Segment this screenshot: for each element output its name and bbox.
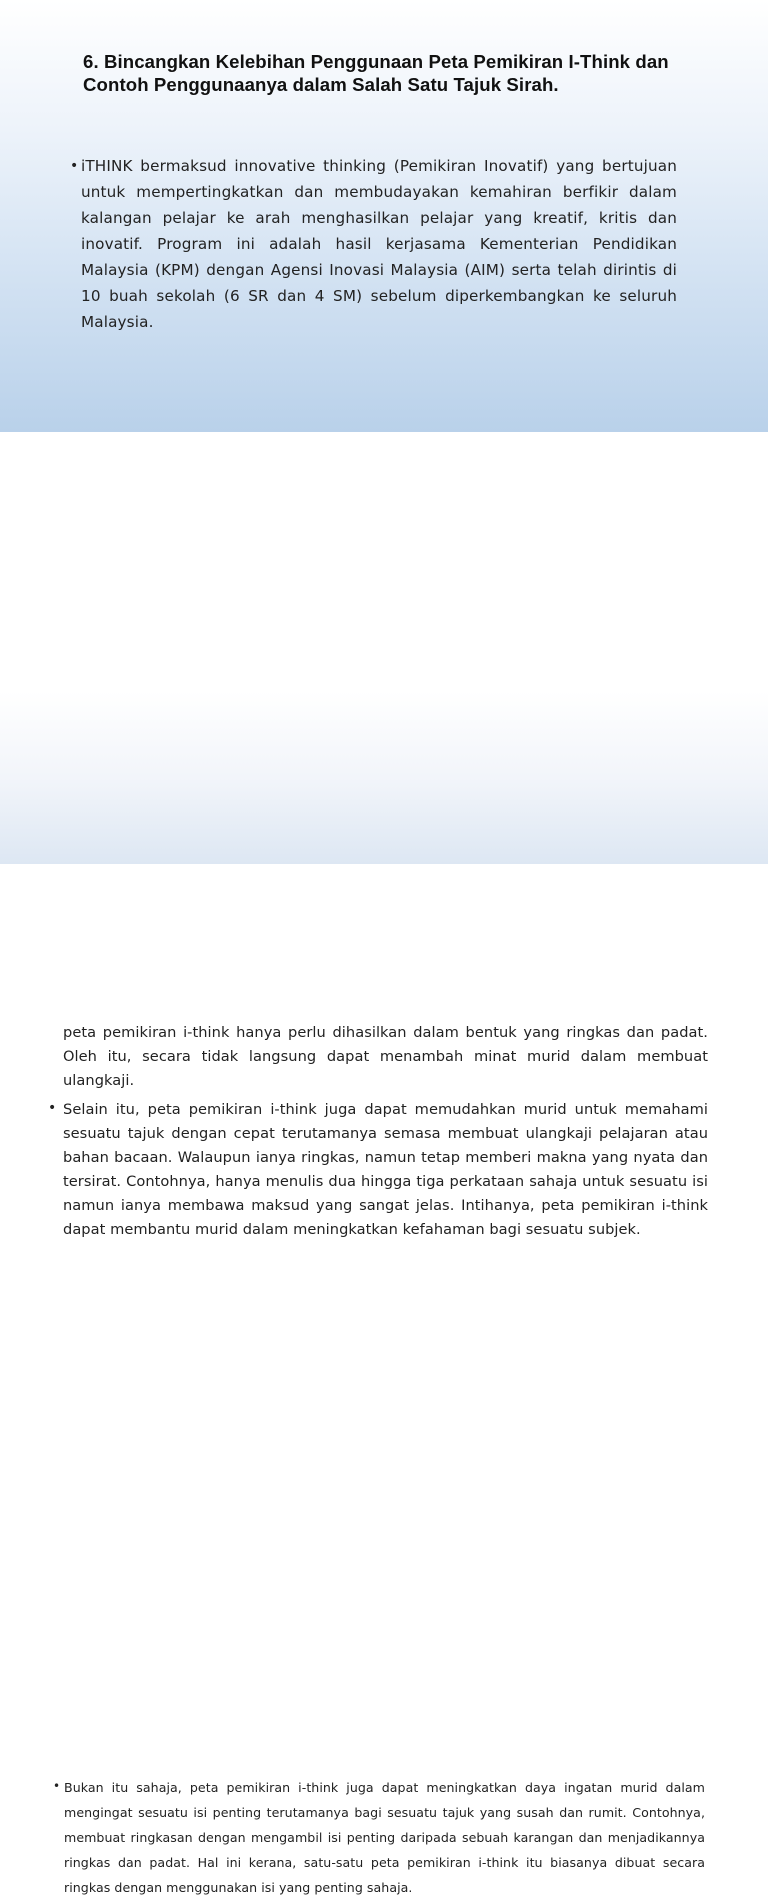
slide-1 xyxy=(0,0,768,432)
slide-2 xyxy=(0,432,768,1238)
bullet-text: peta pemikiran i-think hanya perlu dihasilkan dalam bentuk yang ringkas dan padat. Oleh itu, secara tidak langsung dapat menambah minat murid dalam membuat ulangkaji. xyxy=(63,1024,708,1089)
bullet-item xyxy=(48,1098,708,1242)
bullet-marker: • xyxy=(53,1779,61,1793)
bullet-text: Bukan itu sahaja, peta pemikiran i-think juga dapat meningkatkan daya ingatan murid dalam mengingat sesuatu isi penting terutamanya bagi sesuatu tajuk yang susah dan rumit. Contohnya, membuat ringkasan dengan mengambil isi penting daripada sebuah karangan dan menjadikannya ringkas dan padat. Hal ini kerana, satu-satu peta pemikiran i-think itu biasanya dibuat secara ringkas dengan menggunakan isi yang penting sahaja. xyxy=(64,1780,705,1895)
slide-3-bullet-list xyxy=(53,1775,705,1900)
slide-1-bullet-list xyxy=(70,153,677,335)
bullet-text: Selain itu, peta pemikiran i-think juga dapat memudahkan murid untuk memahami sesuatu tajuk dengan cepat terutamanya semasa membuat ulangkaji pelajaran atau bahan bacaan. Walaupun ianya ringkas, namun tetap memberi makna yang nyata dan tersirat. Contohnya, hanya menulis dua hingga tiga perkataan sahaja untuk sesuatu isi namun ianya membawa maksud yang sangat jelas. Intihanya, peta pemikiran i-think dapat membantu murid dalam meningkatkan kefahaman bagi sesuatu subjek. xyxy=(63,1101,708,1238)
bullet-text: iTHINK bermaksud innovative thinking (Pemikiran Inovatif) yang bertujuan untuk mempertingkatkan dan membudayakan kemahiran berfikir dalam kalangan pelajar ke arah menghasilkan pelajar yang kreatif, kritis dan inovatif. Program ini adalah hasil kerjasama Kementerian Pendidikan Malaysia (KPM) dengan Agensi Inovasi Malaysia (AIM) serta telah dirintis di 10 buah sekolah (6 SR dan 4 SM) sebelum diperkembangkan ke seluruh Malaysia. xyxy=(81,157,677,331)
slide-1-title: 6. Bincangkan Kelebihan Penggunaan Peta Pemikiran I-Think dan Contoh Penggunaanya dalam Salah Satu Tajuk Sirah. xyxy=(83,51,669,95)
bullet-marker: • xyxy=(48,1100,57,1116)
bullet-item xyxy=(70,153,677,335)
bullet-item xyxy=(53,1775,705,1900)
bullet-marker: • xyxy=(70,158,79,174)
